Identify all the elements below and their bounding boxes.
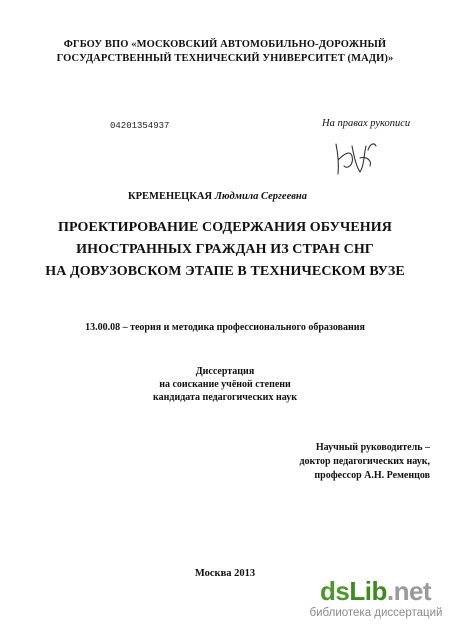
logo-part-net: .net	[386, 576, 432, 606]
city-year: Москва 2013	[194, 568, 256, 579]
dissertation-label: Диссертация	[195, 366, 255, 377]
author-given-names: Людмила Сергеевна	[214, 191, 308, 202]
dslib-watermark[interactable]	[307, 575, 445, 621]
organization-name-line-1: ФГБОУ ВПО «МОСКОВСКИЙ АВТОМОБИЛЬНО-ДОРОЖНЫЙ	[63, 39, 387, 50]
dissertation-title-line-2: ИНОСТРАННЫХ ГРАЖДАН ИЗ СТРАН СНГ	[76, 242, 374, 257]
author-surname: КРЕМЕНЕЦКАЯ	[128, 191, 213, 202]
degree-line-2: кандидата педагогических наук	[153, 392, 297, 403]
dissertation-title-line-1: ПРОЕКТИРОВАНИЕ СОДЕРЖАНИЯ ОБУЧЕНИЯ	[57, 220, 392, 235]
dissertation-title-line-3: НА ДОВУЗОВСКОМ ЭТАПЕ В ТЕХНИЧЕСКОМ ВУЗЕ	[45, 264, 405, 279]
supervisor-block	[275, 441, 430, 483]
signature-icon	[330, 136, 378, 180]
supervisor-line-1: Научный руководитель –	[315, 442, 430, 453]
dslib-logo	[320, 576, 431, 607]
author-name	[128, 191, 307, 202]
specialty-code: 13.00.08 – теория и методика профессионального образования	[85, 322, 365, 333]
degree-line-1: на соискание учёной степени	[159, 379, 291, 390]
watermark-subtitle: библиотека диссертаций	[309, 607, 443, 619]
supervisor-line-3: профессор А.Н. Ременцов	[314, 470, 430, 481]
catalog-number: 04201354937	[110, 121, 170, 131]
organization-name-line-2: ГОСУДАРСТВЕННЫЙ ТЕХНИЧЕСКИЙ УНИВЕРСИТЕТ (МАДИ)»	[56, 53, 394, 64]
logo-part-ds: ds	[320, 576, 350, 606]
supervisor-line-2: доктор педагогических наук,	[299, 456, 430, 467]
manuscript-note: На правах рукописи	[322, 118, 411, 129]
logo-part-lib: Lib	[349, 576, 387, 606]
